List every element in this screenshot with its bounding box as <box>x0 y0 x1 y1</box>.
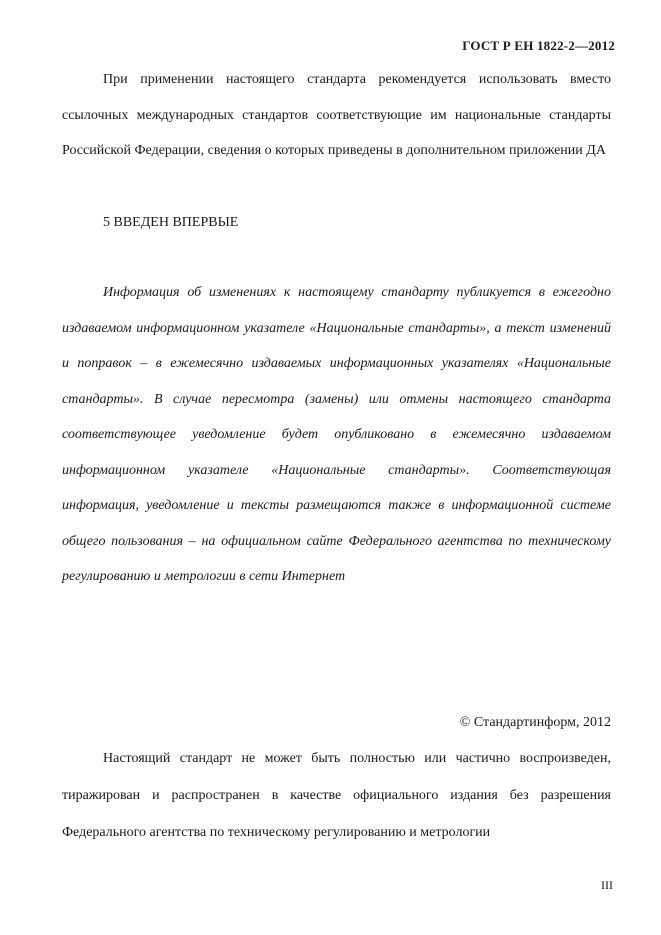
national-standards-paragraph: При применении настоящего стандарта рекомендуется использовать вместо ссылочных международных стандартов соответствующие им национальные стандарты Российской Федерации, сведения о которых приведены в дополнительном приложении ДА <box>62 72 611 158</box>
copyright-notice: © Стандартинформ, 2012 <box>459 715 611 730</box>
first-introduced-paragraph: 5 ВВЕДЕН ВПЕРВЫЕ <box>103 215 239 230</box>
standard-header: ГОСТ Р ЕН 1822-2—2012 <box>462 38 615 53</box>
changes-info-paragraph: Информация об изменениях к настоящему стандарту публикуется в ежегодно издаваемом информационном указателе «Национальные стандарты», а текст изменений и поправок – в ежемесячно издаваемых информационных указателях «Национальные стандарты». В случае пересмотра (замены) или отмены настоящего стандарта соответствующее уведомление будет опубликовано в ежемесячно издаваемом информационном указателе «Национальные стандарты». Соответствующая информация, уведомление и тексты размещаются также в информационной системе общего пользования – на официальном сайте Федерального агентства по техническому регулированию и метрологии в сети Интернет <box>62 285 611 584</box>
reproduction-notice-paragraph: Настоящий стандарт не может быть полностью или частично воспроизведен, тиражирован и распространен в качестве официального издания без разрешения Федерального агентства по техническому регулированию и метрологии <box>62 751 611 840</box>
page-number: III <box>601 878 613 892</box>
